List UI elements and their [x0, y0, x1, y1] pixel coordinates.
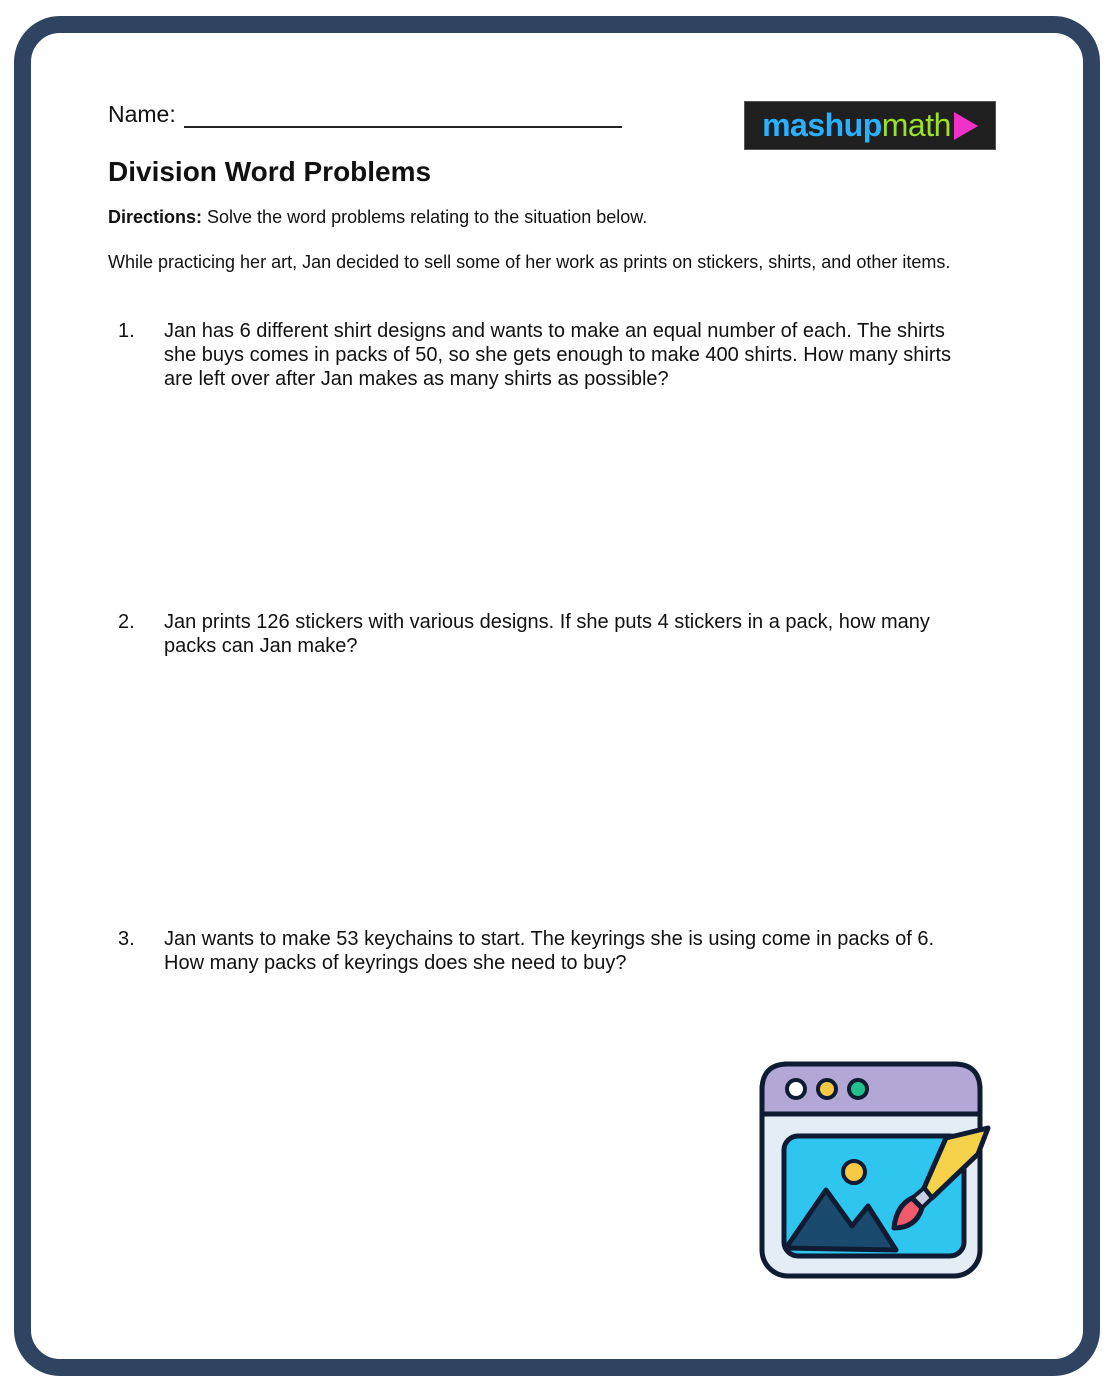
page-title: Division Word Problems [108, 156, 432, 187]
problem-2 [118, 610, 978, 658]
name-field[interactable] [108, 100, 622, 128]
directions-label: Directions: [108, 207, 203, 227]
problem-text: Jan has 6 different shirt designs and wants to make an equal number of each. The shirts she buys comes in packs of 50, so she gets enough to make 400 shirts. How many shirts are left over after Jan makes as many shirts as possible? [164, 320, 952, 390]
problem-number: 2. [118, 611, 135, 633]
mashupmath-logo [744, 101, 996, 150]
directions-text: Solve the word problems relating to the situation below. [202, 207, 648, 227]
name-label: Name: [108, 101, 176, 127]
intro-text: While practicing her art, Jan decided to sell some of her work as prints on stickers, shirts, and other items. [108, 252, 951, 272]
problem-1 [118, 319, 978, 391]
play-triangle-icon [954, 112, 978, 140]
art-window-paintbrush-icon [756, 1058, 996, 1284]
problem-text: Jan prints 126 stickers with various designs. If she puts 4 stickers in a pack, how many packs can Jan make? [164, 611, 930, 657]
problem-number: 1. [118, 320, 135, 342]
name-blank-line[interactable] [184, 100, 622, 128]
logo-math-text: math [881, 107, 951, 143]
problem-number: 3. [118, 928, 135, 950]
problem-3 [118, 927, 978, 975]
directions [108, 207, 647, 228]
problem-text: Jan wants to make 53 keychains to start. The keyrings she is using come in packs of 6. How many packs of keyrings does she need to buy? [164, 928, 935, 974]
logo-mash-text: mashup [762, 107, 882, 143]
